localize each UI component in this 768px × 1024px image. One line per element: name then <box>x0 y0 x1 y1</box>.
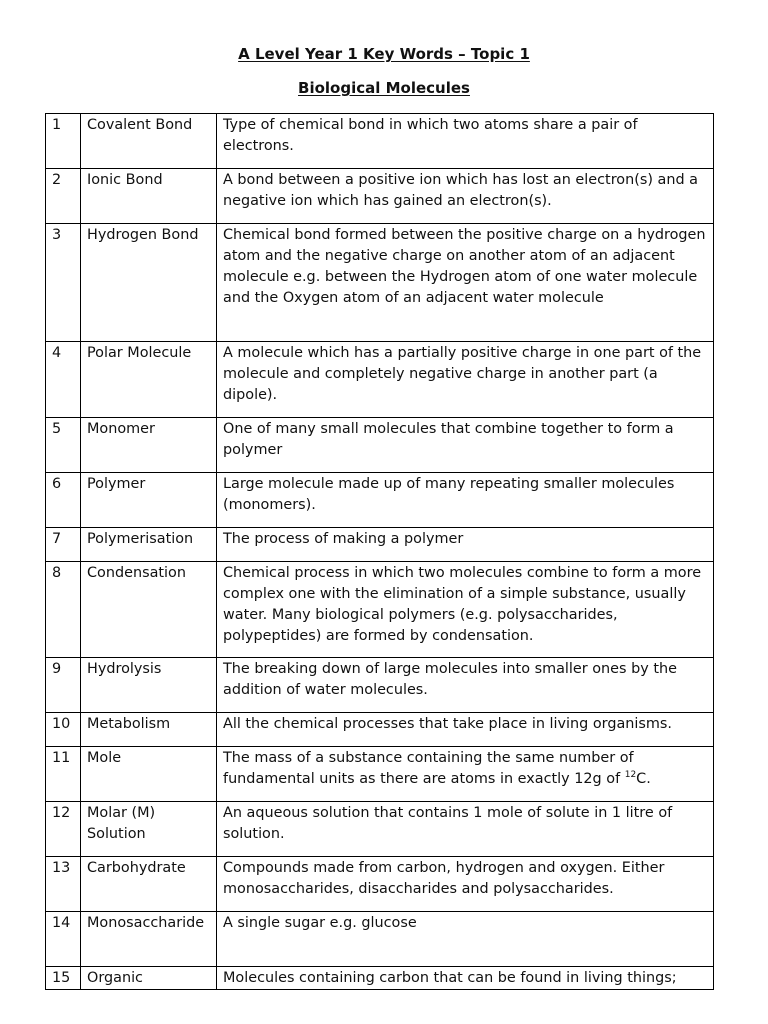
table-row <box>46 857 714 912</box>
table-row <box>46 114 714 169</box>
superscript: 12 <box>624 770 637 781</box>
definition: The process of making a polymer <box>217 528 714 562</box>
definition: Molecules containing carbon that can be found in living things; <box>217 967 714 990</box>
row-number: 2 <box>46 169 81 224</box>
row-number: 15 <box>46 967 81 990</box>
definition <box>217 747 714 802</box>
definition: Large molecule made up of many repeating smaller molecules (monomers). <box>217 473 714 528</box>
key-word: Organic <box>81 967 217 990</box>
definition: One of many small molecules that combine together to form a polymer <box>217 418 714 473</box>
key-words-table <box>45 113 714 990</box>
row-number: 4 <box>46 342 81 418</box>
definition: A single sugar e.g. glucose <box>217 912 714 967</box>
row-number: 8 <box>46 562 81 658</box>
definition: The breaking down of large molecules into smaller ones by the addition of water molecules. <box>217 658 714 713</box>
key-word: Mole <box>81 747 217 802</box>
definition: All the chemical processes that take place in living organisms. <box>217 713 714 747</box>
row-number: 12 <box>46 802 81 857</box>
table-row <box>46 747 714 802</box>
row-number: 3 <box>46 224 81 342</box>
key-word: Condensation <box>81 562 217 658</box>
key-word: Metabolism <box>81 713 217 747</box>
definition-text-end: C. <box>636 771 651 787</box>
table-row <box>46 713 714 747</box>
table-row <box>46 473 714 528</box>
table-row <box>46 562 714 658</box>
row-number: 7 <box>46 528 81 562</box>
table-row <box>46 528 714 562</box>
definition: A bond between a positive ion which has lost an electron(s) and a negative ion which has gained an electron(s). <box>217 169 714 224</box>
definition: Type of chemical bond in which two atoms share a pair of electrons. <box>217 114 714 169</box>
row-number: 11 <box>46 747 81 802</box>
key-word: Polymer <box>81 473 217 528</box>
key-word: Monosaccharide <box>81 912 217 967</box>
key-word: Monomer <box>81 418 217 473</box>
key-word: Molar (M) Solution <box>81 802 217 857</box>
table-row <box>46 418 714 473</box>
row-number: 9 <box>46 658 81 713</box>
table-row <box>46 342 714 418</box>
definition: A molecule which has a partially positive charge in one part of the molecule and completely negative charge in another part (a dipole). <box>217 342 714 418</box>
definition: Compounds made from carbon, hydrogen and oxygen. Either monosaccharides, disaccharides and polysaccharides. <box>217 857 714 912</box>
row-number: 13 <box>46 857 81 912</box>
definition: Chemical bond formed between the positive charge on a hydrogen atom and the negative charge on another atom of an adjacent molecule e.g. between the Hydrogen atom of one water molecule and the Oxygen atom of an adjacent water molecule <box>217 224 714 342</box>
key-word: Carbohydrate <box>81 857 217 912</box>
key-word: Polymerisation <box>81 528 217 562</box>
row-number: 10 <box>46 713 81 747</box>
table-row <box>46 967 714 990</box>
key-word: Covalent Bond <box>81 114 217 169</box>
document-title: A Level Year 1 Key Words – Topic 1 <box>238 45 530 63</box>
row-number: 6 <box>46 473 81 528</box>
document-subtitle: Biological Molecules <box>298 79 470 97</box>
definition: Chemical process in which two molecules combine to form a more complex one with the elimination of a simple substance, usually water. Many biological polymers (e.g. polysaccharides, polypeptides) are formed by condensation. <box>217 562 714 658</box>
definition-text: The mass of a substance containing the same number of fundamental units as there are atoms in exactly 12g of <box>223 750 634 787</box>
key-word: Polar Molecule <box>81 342 217 418</box>
key-word: Ionic Bond <box>81 169 217 224</box>
key-word: Hydrogen Bond <box>81 224 217 342</box>
table-row <box>46 912 714 967</box>
row-number: 5 <box>46 418 81 473</box>
definition: An aqueous solution that contains 1 mole of solute in 1 litre of solution. <box>217 802 714 857</box>
row-number: 14 <box>46 912 81 967</box>
key-word: Hydrolysis <box>81 658 217 713</box>
table-row <box>46 169 714 224</box>
table-row <box>46 658 714 713</box>
table-row <box>46 802 714 857</box>
row-number: 1 <box>46 114 81 169</box>
table-row <box>46 224 714 342</box>
